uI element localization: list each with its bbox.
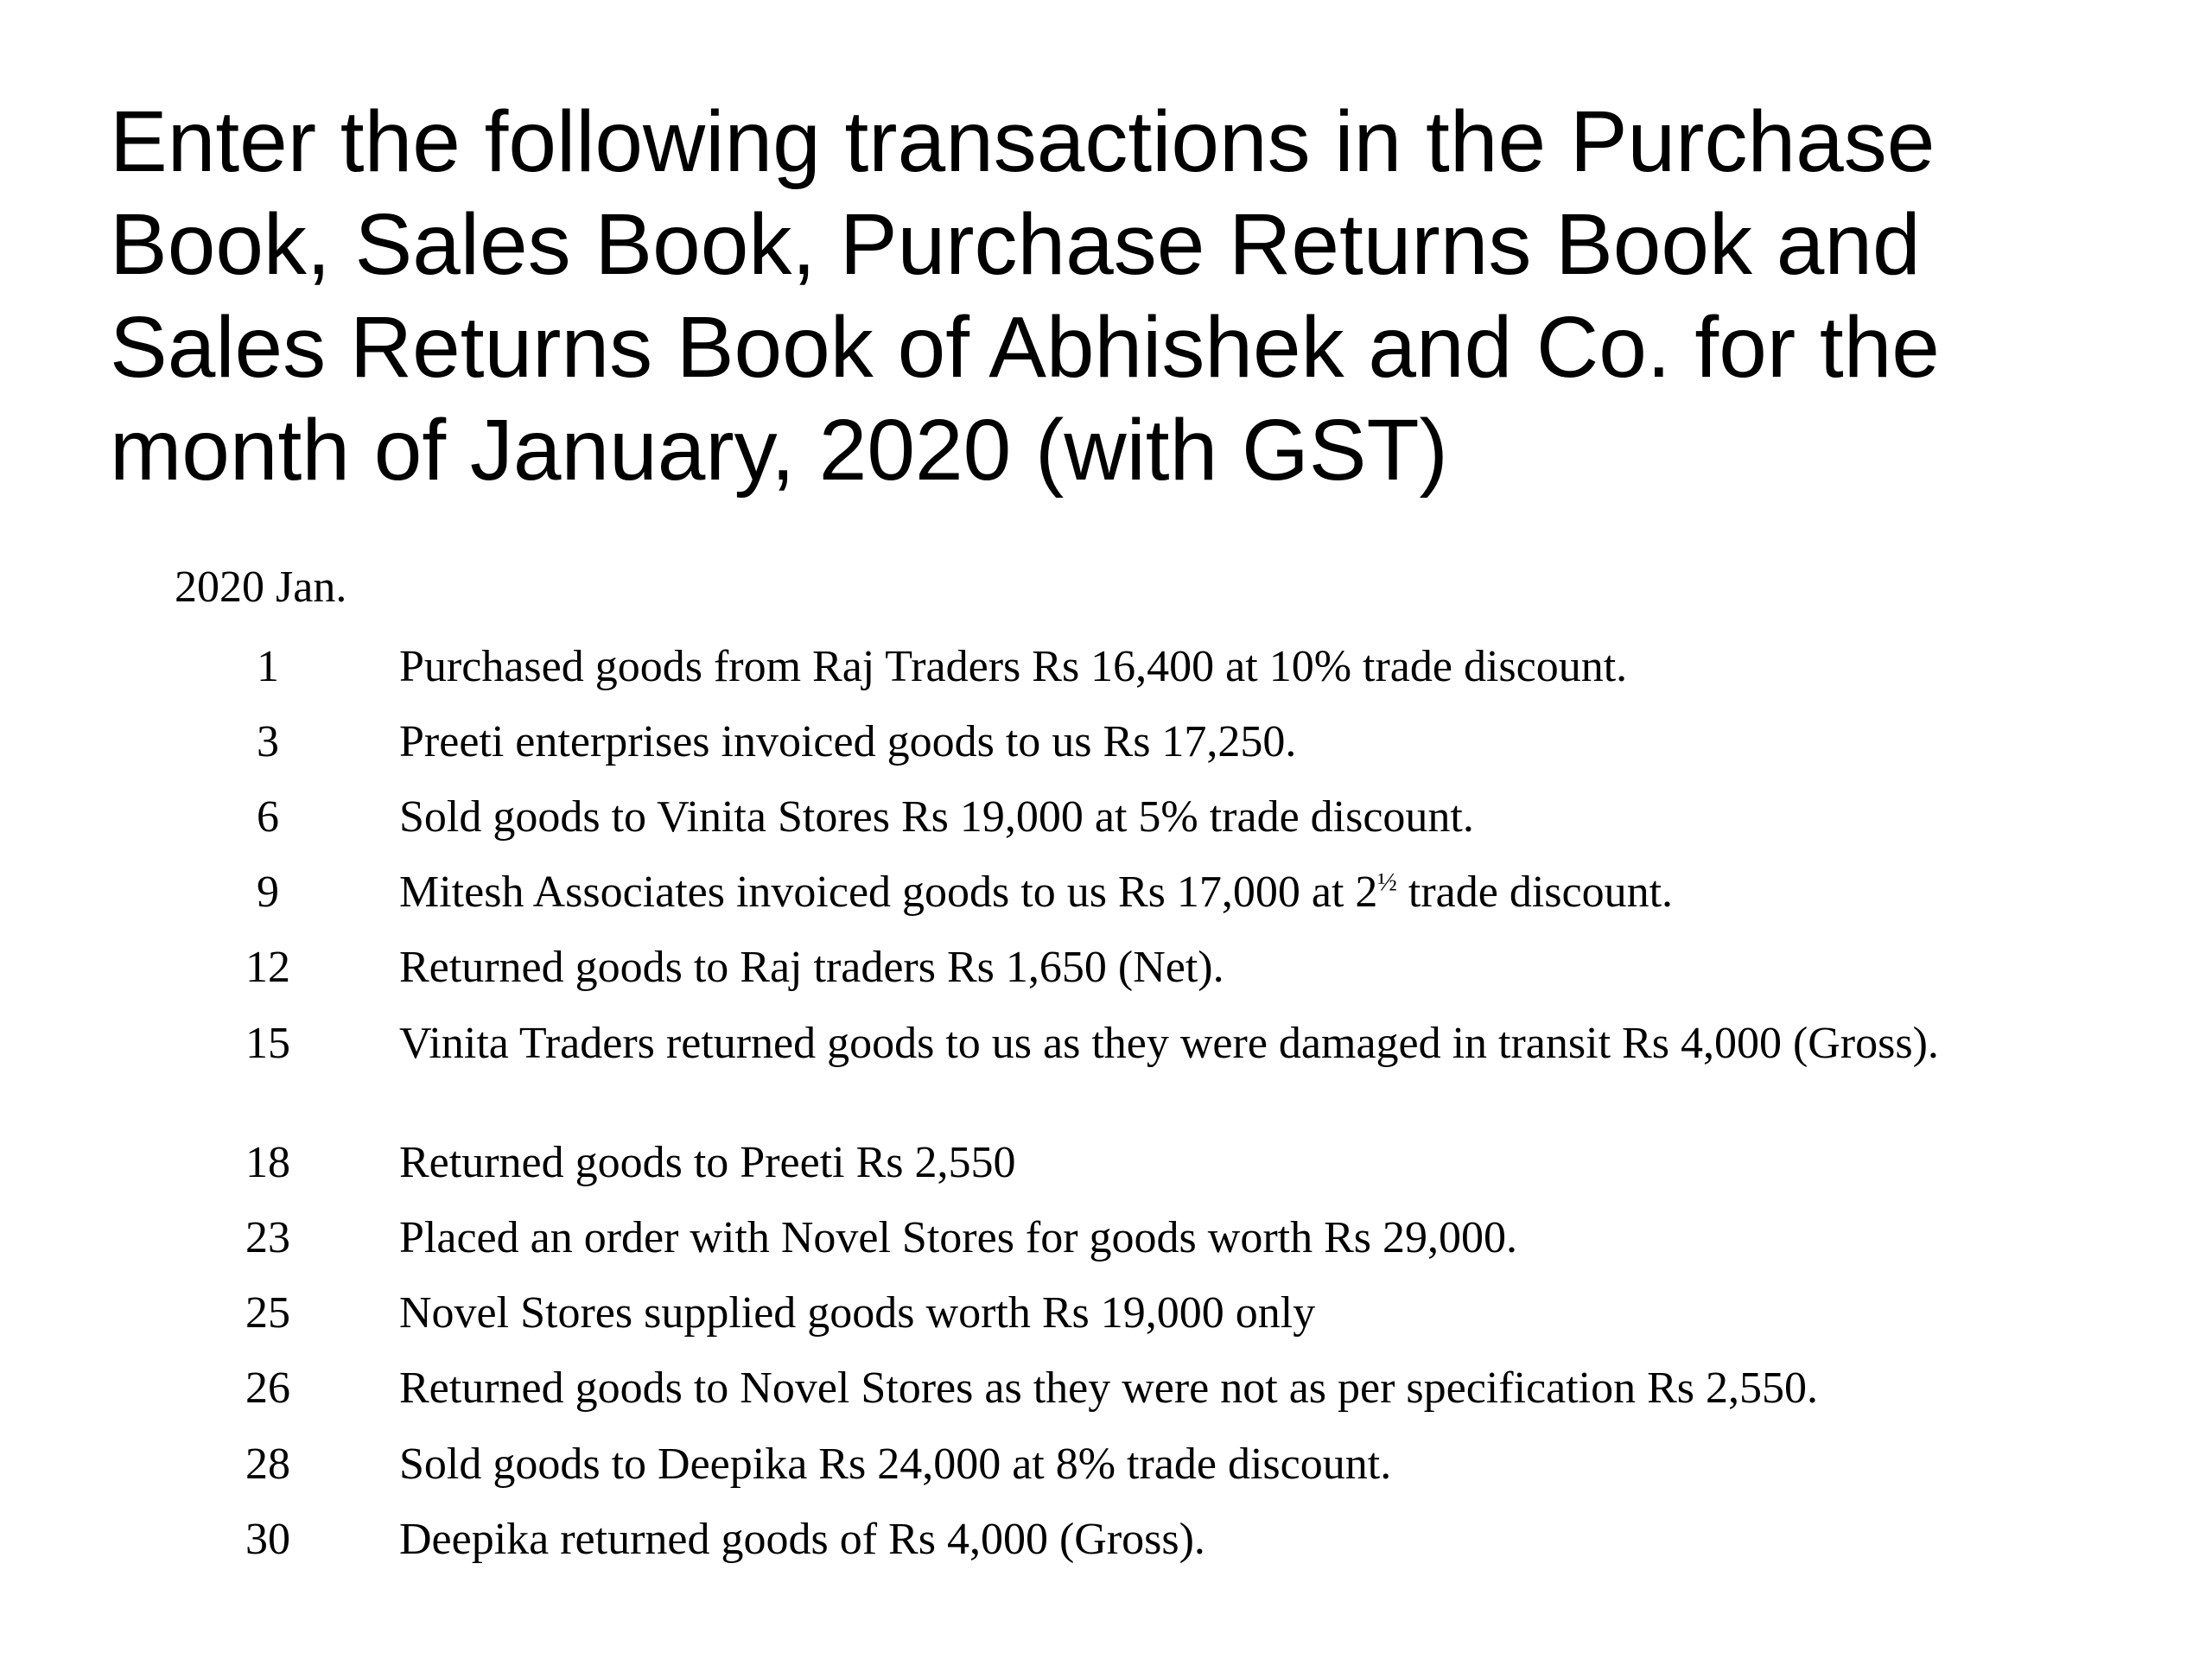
transaction-text: Preeti enterprises invoiced goods to us Rs 17,250.: [399, 717, 1297, 766]
transaction-text-main: Mitesh Associates invoiced goods to us Rs 17,000 at 2: [399, 868, 1378, 917]
transaction-day: 3: [257, 717, 279, 766]
transaction-day: 25: [245, 1288, 290, 1338]
transaction-day: 23: [245, 1213, 290, 1262]
half-fraction: ½: [1377, 868, 1397, 897]
transaction-day: 9: [257, 868, 279, 917]
transaction-text: Sold goods to Deepika Rs 24,000 at 8% trade discount.: [399, 1440, 1392, 1489]
transaction-day: 28: [245, 1440, 290, 1489]
transaction-day: 1: [257, 642, 279, 691]
transaction-text: Vinita Traders returned goods to us as they were damaged in transit Rs 4,000 (Gross).: [399, 1019, 1939, 1068]
transaction-day: 26: [245, 1363, 290, 1413]
page-title: Enter the following transactions in the Purchase Book, Sales Book, Purchase Returns Book and Sales Returns Book of Abhishek and Co. for the month of January, 2020 (with GST): [110, 93, 1940, 499]
transaction-text: Returned goods to Novel Stores as they were not as per specification Rs 2,550.: [399, 1363, 1818, 1413]
transaction-text: Sold goods to Vinita Stores Rs 19,000 at 5% trade discount.: [399, 792, 1474, 842]
transaction-day: 18: [245, 1138, 290, 1187]
transaction-text: Returned goods to Preeti Rs 2,550: [399, 1138, 1016, 1187]
transaction-text: [399, 863, 2041, 922]
transaction-text: Novel Stores supplied goods worth Rs 19,000 only: [399, 1288, 1316, 1338]
transaction-text: Deepika returned goods of Rs 4,000 (Gross).: [399, 1515, 1205, 1564]
transaction-text: Placed an order with Novel Stores for goods worth Rs 29,000.: [399, 1213, 1518, 1262]
transaction-text: Purchased goods from Raj Traders Rs 16,400 at 10% trade discount.: [399, 642, 1628, 691]
transaction-day: 6: [257, 792, 279, 842]
transaction-day: 30: [245, 1515, 290, 1564]
transaction-day: 15: [245, 1019, 290, 1068]
period-label: 2020 Jan.: [175, 563, 347, 612]
transaction-text: Returned goods to Raj traders Rs 1,650 (Net).: [399, 943, 1224, 992]
transaction-day: 12: [245, 943, 290, 992]
transaction-text-tail: trade discount.: [1396, 868, 1674, 917]
